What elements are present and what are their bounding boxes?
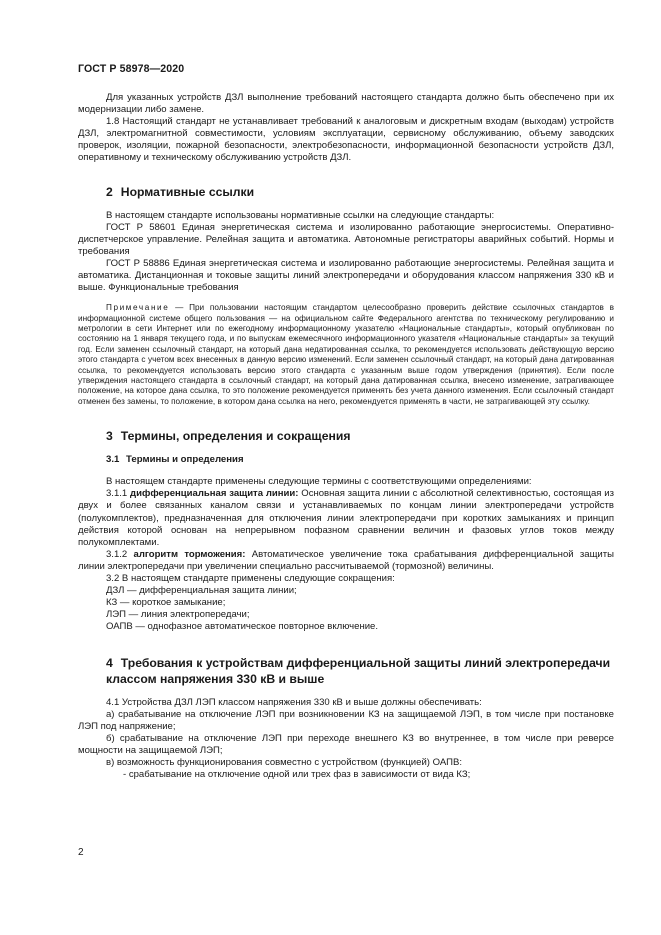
section-heading — [78, 428, 614, 444]
note-label: Примечание — [106, 303, 170, 313]
abbreviation-item: ОАПВ — однофазное автоматическое повторное включение. — [106, 621, 379, 633]
note-text: — При пользовании настоящим стандартом целесообразно проверить действие ссылочных стандартов в информационной системе общего пользования — на официальном сайте Федерального агентства по техническому регулированию и метрологии в сети Интернет или по ежегодному информационному указателю «Национальные стандарты», который опубликован по состоянию на 1 января текущего года, и по выпускам ежемесячного информационного указателя «Национальные стандарты» за текущий год. Если заменен ссылочный стандарт, на который дана недатированная ссылка, то рекомендуется использовать действующую версию этого стандарта с учетом всех внесенных в данную версию изменений. Если заменен ссылочный стандарт, на который дана датированная ссылка, то рекомендуется использовать версию этого стандарта с указанным выше годом утверждения (принятия). Если после утверждения настоящего стандарта в ссылочный стандарт, на который дана датированная ссылка, внесено изменение, затрагивающее положение, на которое дана ссылка, то это положение рекомендуется применять без учета данного изменения. Если ссылочный стандарт отменен без замены, то положение, в котором дана ссылка на него, рекомендуется применять в части, не затрагивающей эту ссылку. — [78, 303, 614, 406]
abbreviation-item: ДЗЛ — дифференциальная защита линии; — [106, 585, 297, 597]
subsection-number: 3.1 — [106, 454, 120, 466]
sub-list-item: - срабатывание на отключение одной или трех фаз в зависимости от вида КЗ; — [123, 769, 471, 781]
paragraph: В настоящем стандарте применены следующие термины с соответствующими определениями: — [106, 476, 532, 488]
subsection-title: Термины и определения — [126, 454, 244, 466]
section-number: 3 — [106, 429, 113, 444]
page-number: 2 — [78, 847, 84, 858]
subsection-heading — [78, 454, 614, 466]
section-title: Нормативные ссылки — [120, 184, 255, 199]
paragraph: В настоящем стандарте использованы нормативные ссылки на следующие стандарты: — [106, 209, 495, 221]
section-title: Требования к устройствам дифференциальной защиты линий электропередачи классом напряжения 330 кВ и выше — [106, 655, 611, 686]
term: дифференциальная защита линии: — [130, 488, 299, 500]
list-item: б) срабатывание на отключение ЛЭП при переходе внешнего КЗ во внутреннее, в том числе при реверсе мощности на защищаемой ЛЭП; — [78, 732, 614, 756]
paragraph: 4.1 Устройства ДЗЛ ЛЭП классом напряжения 330 кВ и выше должны обеспечивать: — [106, 696, 482, 708]
abbreviation-item: ЛЭП — линия электропередачи; — [106, 609, 250, 621]
paragraph: 3.2 В настоящем стандарте применены следующие сокращения: — [106, 573, 395, 585]
reference-item: ГОСТ Р 58601 Единая энергетическая система и изолированно работающие энергосистемы. Оперативно-диспетчерское управление. Релейная защита и автоматика. Автономные регистраторы аварийных событий. Нормы и требования — [78, 221, 614, 257]
term-definition — [78, 549, 614, 573]
document-header: ГОСТ Р 58978—2020 — [78, 63, 185, 75]
reference-item: ГОСТ Р 58886 Единая энергетическая система и изолированно работающие энергосистемы. Релейная защита и автоматика. Дистанционная и токовые защиты линий электропередачи и оборудования классом напряжения 330 кВ и выше. Функциональные требования — [78, 257, 614, 294]
list-item: а) срабатывание на отключение ЛЭП при возникновении КЗ на защищаемой ЛЭП, в том числе при постановке ЛЭП под напряжение; — [78, 708, 614, 732]
section-heading — [78, 184, 614, 200]
term-number: 3.1.1 — [106, 488, 128, 500]
abbreviation-item: КЗ — короткое замыкание; — [106, 597, 226, 609]
definition: Автоматическое увеличение тока срабатывания дифференциальной защиты линии электропередачи при увеличении специально рассчитываемой (тормозной) величины. — [78, 548, 615, 572]
term-definition — [78, 488, 614, 548]
term-number: 3.1.2 — [106, 548, 128, 560]
note — [78, 303, 614, 407]
section-number: 2 — [106, 184, 113, 199]
section-heading — [78, 655, 614, 687]
term: алгоритм торможения: — [133, 548, 246, 560]
document-body — [78, 92, 614, 781]
list-item: в) возможность функционирования совместно с устройством (функцией) ОАПВ: — [106, 756, 462, 768]
paragraph: Для указанных устройств ДЗЛ выполнение требований настоящего стандарта должно быть обеспечено при их модернизации либо замене. — [78, 92, 614, 116]
section-number: 4 — [106, 655, 113, 670]
section-title: Термины, определения и сокращения — [120, 429, 351, 444]
definition: Основная защита линии с абсолютной селективностью, состоящая из двух и более связанных каналом связи и устанавливаемых по концам линии электропередачи устройств (полукомплектов), предназначенная для отключения линии электропередачи при коротких замыканиях и принцип действия которой основан на непрерывном пофазном сравнении величин и фазовых углов токов между полукомплектами. — [78, 488, 614, 548]
paragraph: 1.8 Настоящий стандарт не устанавливает требований к аналоговым и дискретным входам (выходам) устройств ДЗЛ, электромагнитной совместимости, условиям эксплуатации, сервисному обслуживанию, объему заводских проверок, изоляции, пожарной безопасности, электробезопасности, информационной безопасности устройств ДЗЛ, оперативному и техническому обслуживанию устройств ДЗЛ. — [78, 116, 614, 164]
